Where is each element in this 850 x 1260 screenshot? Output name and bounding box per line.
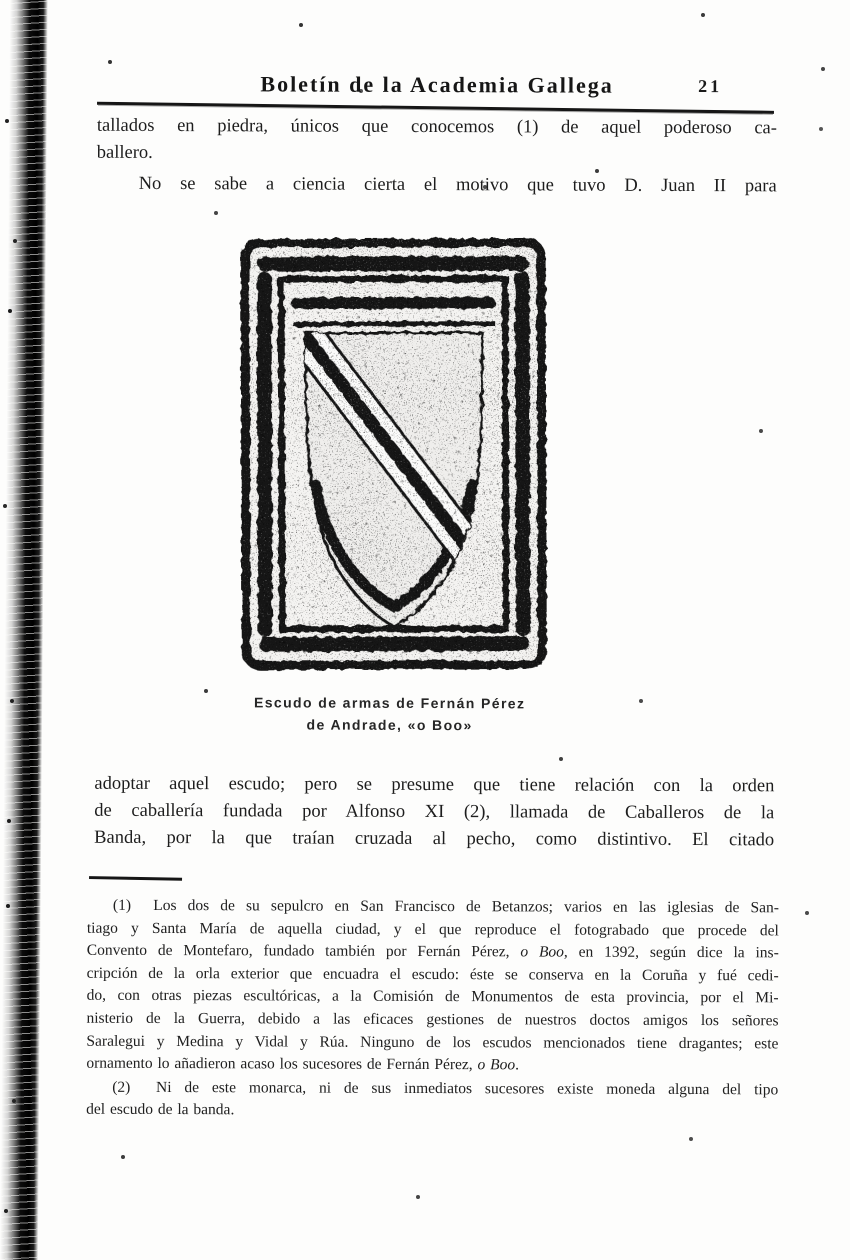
running-head — [97, 71, 777, 104]
footnote-line: tiago y Santa María de aquella ciudad, y el que reproduce el fotograbado que procede del — [86, 919, 779, 939]
journal-title: Boletín de la Academia Gallega — [260, 71, 614, 98]
escudo-woodcut-image — [239, 236, 548, 671]
paragraph-1 — [97, 113, 777, 170]
body-text-line: adoptar aquel escudo; pero se presume que tiene relación con la orden — [94, 773, 775, 797]
footnote-line: cripción de la orla exterior que encuadra el escudo: éste se conserva en la Coruña y fué cedi- — [86, 964, 779, 985]
body-text-line: tallados en piedra, únicos que conocemos (1) de aquel poderoso ca- — [96, 115, 777, 139]
footnote-line: Saralegui y Medina y Vidal y Rúa. Ninguno de los escudos mencionados tiene dragantes; este — [86, 1032, 779, 1052]
footnote-separator-rule — [89, 876, 182, 881]
figure-caption — [180, 691, 600, 737]
page-number: 21 — [698, 76, 723, 97]
footnote-line: ornamento lo añadieron acaso los sucesores de Fernán Pérez, o Boo. — [86, 1054, 520, 1074]
footnote-line: do, con otras piezas escultóricas, a la Comisión de Monumentos de esta provincia, por el Mi- — [86, 987, 779, 1007]
footnote-line: nisterio de la Guerra, debido a las eficaces gestiones de nuestros doctos amigos los señores — [86, 1009, 779, 1030]
footnote-line: Convento de Montefaro, fundado también por Fernán Pérez, o Boo, en 1392, según dice la ins- — [86, 941, 779, 962]
paragraph-3 — [94, 771, 774, 855]
body-text-line: Banda, por la que traían cruzada al pecho, como distintivo. El citado — [94, 827, 775, 851]
escudo-woodcut-figure — [239, 236, 548, 671]
footnote-2 — [86, 1076, 778, 1124]
footnote-1 — [86, 895, 779, 1078]
header-rule — [97, 102, 774, 114]
body-text-line: de caballería fundada por Alfonso XI (2), llamada de Caballeros de la — [94, 800, 775, 824]
figure-caption-line: Escudo de armas de Fernán Pérez — [253, 694, 526, 712]
footnote-line: del escudo de la banda. — [86, 1101, 235, 1119]
body-text-line: No se sabe a ciencia cierta el motivo que tuvo D. Juan II para — [138, 173, 777, 197]
body-text-line: ballero. — [96, 142, 153, 163]
footnotes — [86, 895, 779, 1125]
footnote-line: (2) Ni de este monarca, ni de sus inmediatos sucesores existe moneda alguna del tipo — [112, 1078, 779, 1099]
paragraph-2 — [97, 171, 777, 201]
figure-caption-line: de Andrade, «o Boo» — [306, 716, 473, 734]
footnote-line: (1) Los dos de su sepulcro en San Francisco de Betanzos; varios en las iglesias de San- — [112, 896, 779, 917]
